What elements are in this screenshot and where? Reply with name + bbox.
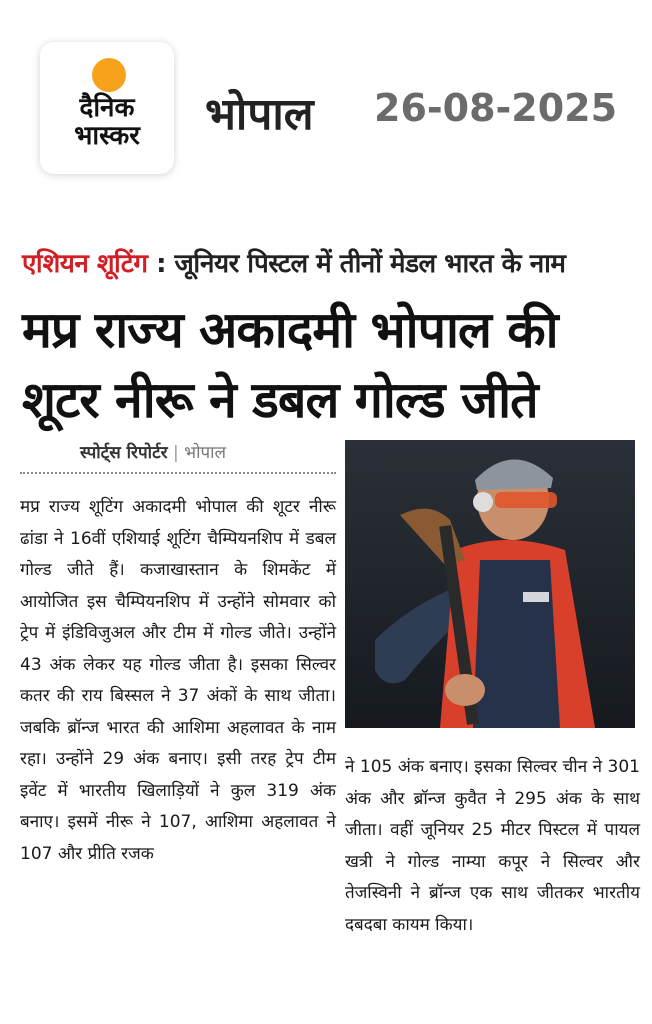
shooter-illustration	[345, 440, 635, 728]
dainik-bhaskar-logo	[40, 42, 174, 174]
logo-text-line2: भास्कर	[74, 121, 140, 151]
byline-author: स्पोर्ट्स रिपोर्टर	[80, 443, 168, 463]
article-body-column-2: ने 105 अंक बनाए। इसका सिल्वर चीन ने 301 अंक और ब्रॉन्ज कुवैत ने 295 अंक के साथ जीता। वहीं जूनियर 25 मीटर पिस्टल में पायल खत्री ने गोल्ड नाम्या कपूर ने सिल्वर और तेजस्विनी ने ब्रॉन्ज एक साथ जीतकर भारतीय दबदबा कायम किया।	[345, 757, 640, 935]
kicker-label: एशियन शूटिंग	[22, 249, 148, 279]
headline-line-1: मप्र राज्य अकादमी भोपाल की	[22, 301, 558, 359]
byline-separator: |	[167, 443, 185, 463]
shooter-photo	[345, 440, 635, 728]
edition-city: भोपाल	[205, 89, 314, 140]
edition-date: 26-08-2025	[374, 86, 618, 130]
logo-text-line1: दैनिक	[79, 93, 135, 123]
byline-location: भोपाल	[184, 443, 227, 463]
article-body-column-1: मप्र राज्य शूटिंग अकादमी भोपाल की शूटर नीरू ढांडा ने 16वीं एशियाई शूटिंग चैम्पियनशिप में डबल गोल्ड जीते हैं। कजाखास्तान के शिमकेंट में आयोजित इस चैम्पियनशिप में उन्होंने सोमवार को ट्रेप में इंडिविजुअल और टीम में गोल्ड जीते। उन्होंने 43 अंक लेकर यह गोल्ड जीता है। इसका सिल्वर कतर की राय बिस्सल ने 37 अंकों के साथ जीता। जबकि ब्रॉन्ज भारत की आशिमा अहलावत के नाम रहा। उन्होंने 29 अंक बनाए। इसी तरह ट्रेप टीम इवेंट में भारतीय खिलाड़ियों ने कुल 319 अंक बनाए। इसमें नीरू ने 107, आशिमा अहलावत ने 107 और प्रीति रजक	[20, 497, 336, 864]
byline-divider	[20, 472, 336, 474]
masthead	[0, 0, 652, 200]
article-kicker	[22, 244, 565, 280]
headline-line-2: शूटर नीरू ने डबल गोल्ड जीते	[22, 371, 538, 429]
kicker-separator: :	[147, 249, 175, 279]
kicker-text: जूनियर पिस्टल में तीनों मेडल भारत के नाम	[174, 249, 566, 279]
byline	[80, 440, 226, 463]
sun-icon	[92, 58, 126, 92]
